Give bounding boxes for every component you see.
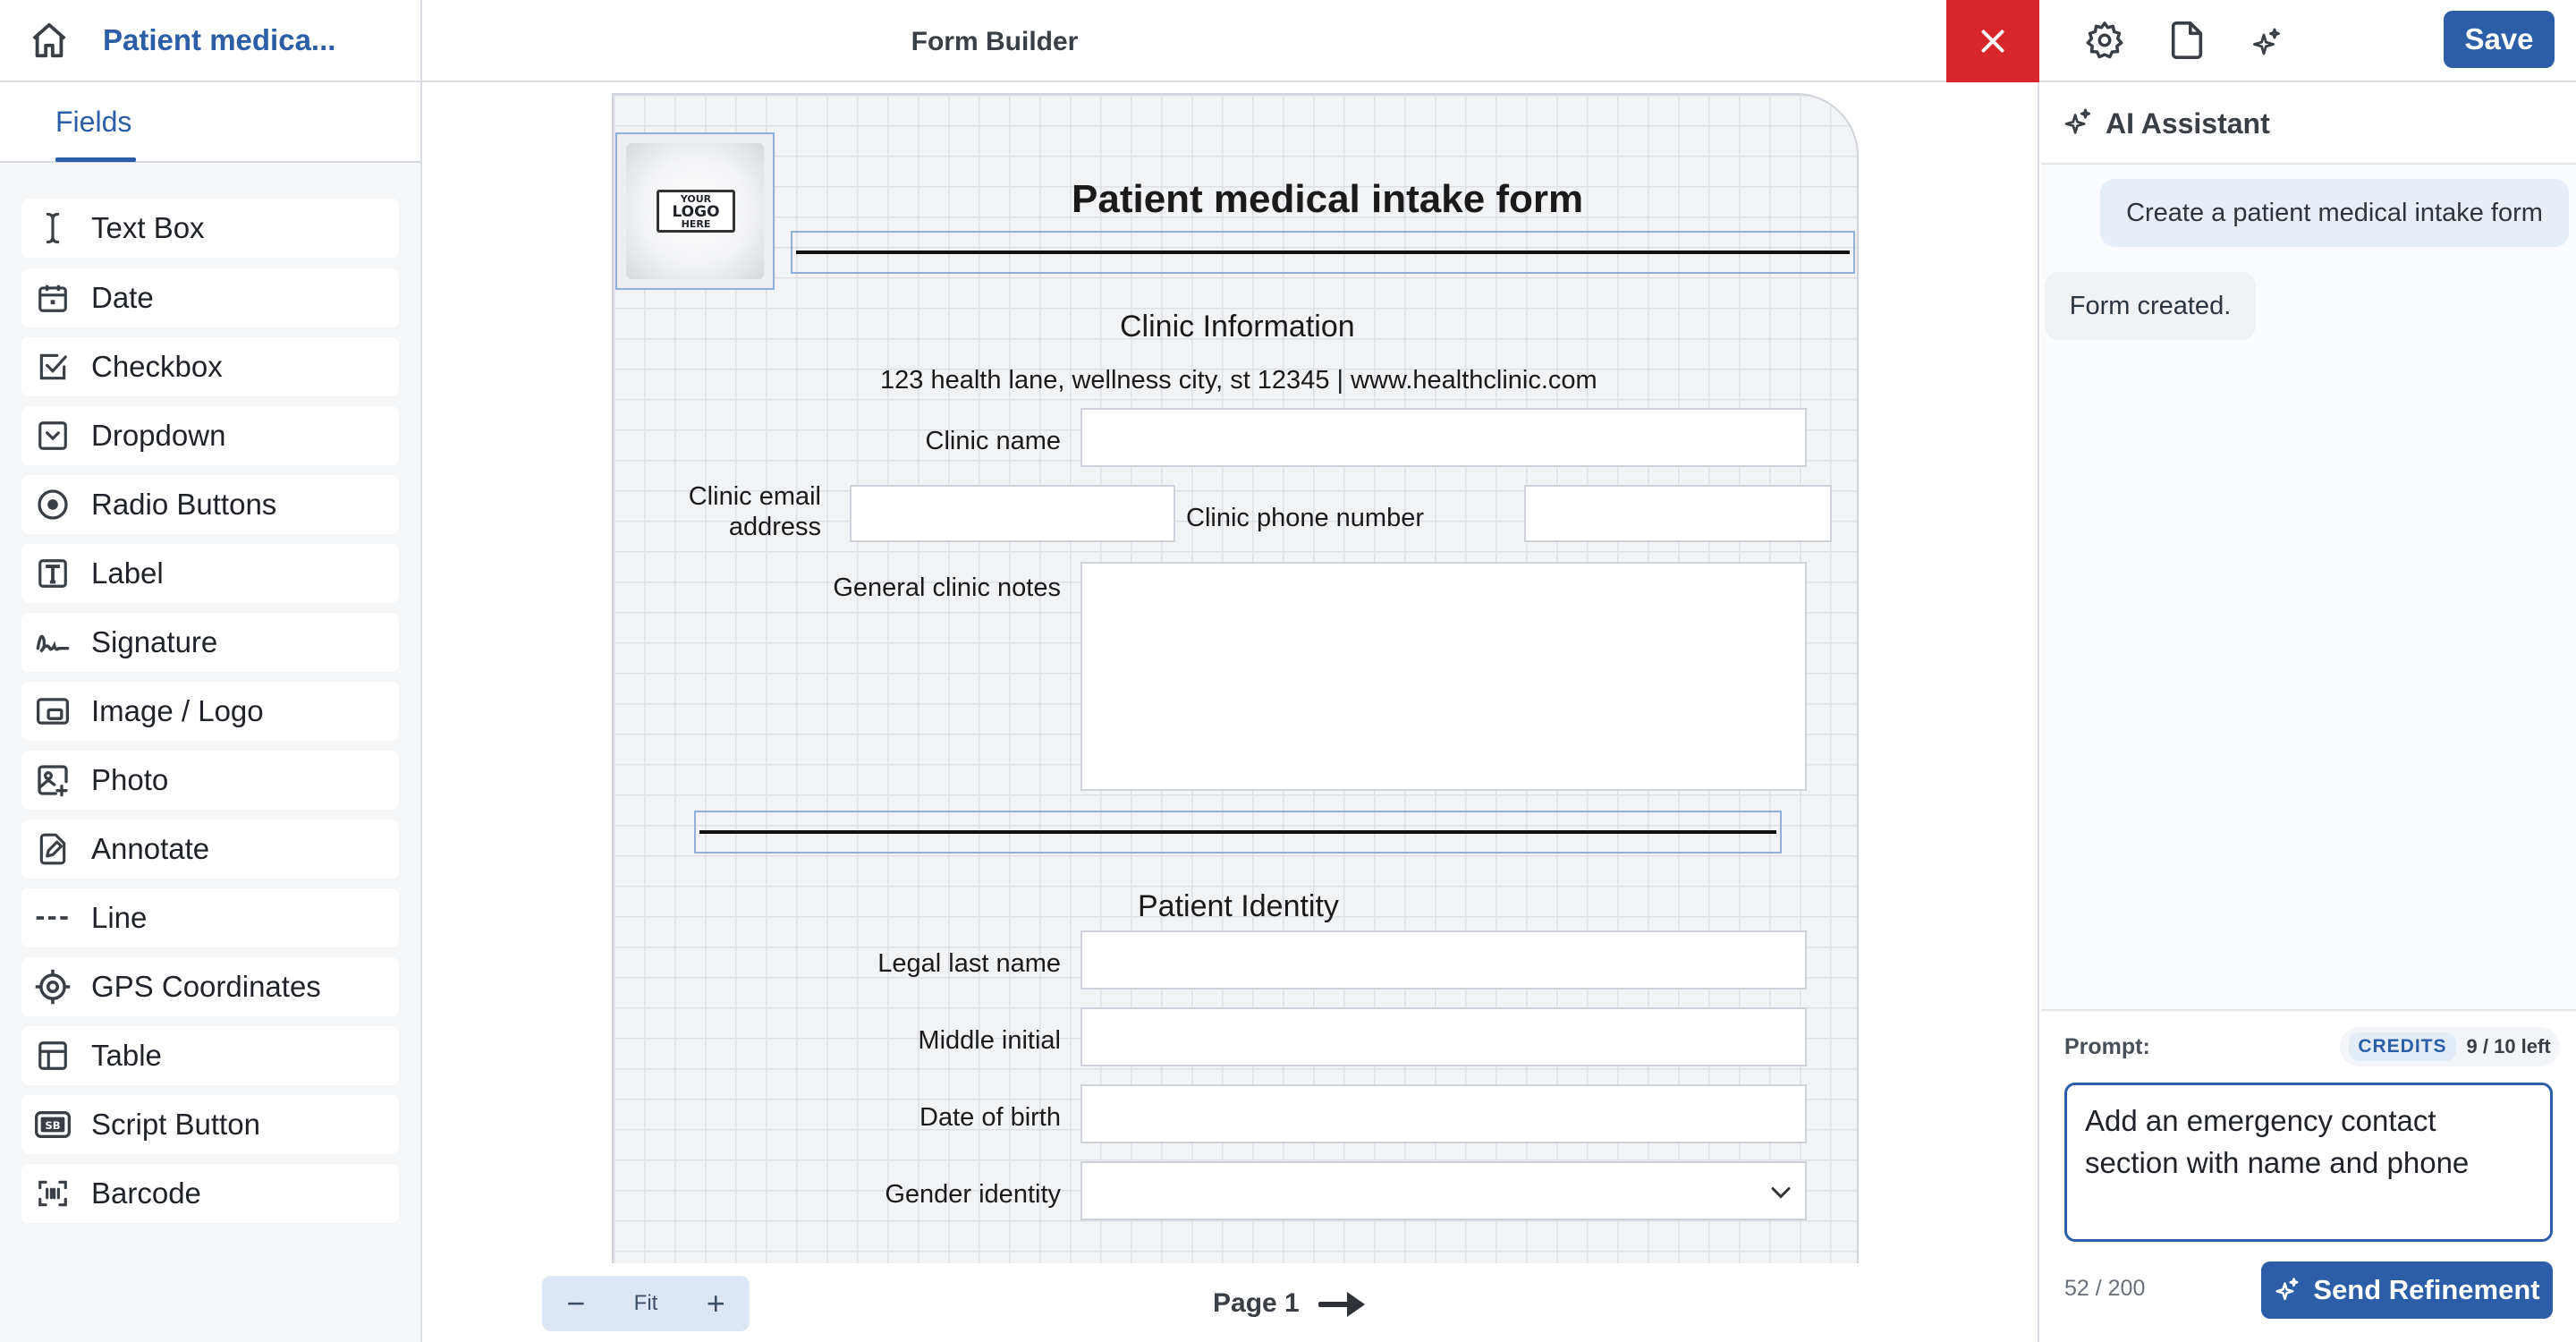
field-item-image-logo[interactable] <box>21 682 399 741</box>
chat-message-user: Create a patient medical intake form <box>2100 179 2569 247</box>
barcode-icon <box>32 1173 73 1214</box>
arrow-right-icon[interactable] <box>1317 1287 1367 1322</box>
clinic-address[interactable]: 123 health lane, wellness city, st 12345 | www.healthclinic.com <box>880 366 1597 395</box>
svg-text:SB: SB <box>45 1119 61 1132</box>
field-item-barcode[interactable] <box>21 1164 399 1223</box>
section-clinic-information[interactable]: Clinic Information <box>1120 310 1355 344</box>
field-item-label: Photo <box>91 763 169 796</box>
field-item-photo[interactable] <box>21 751 399 810</box>
char-count: 52 / 200 <box>2064 1276 2146 1301</box>
field-item-label: Date <box>91 281 154 314</box>
credits-badge <box>2340 1027 2560 1066</box>
field-item-date[interactable] <box>21 268 399 327</box>
prompt-composer <box>2041 1009 2576 1342</box>
calendar-icon <box>32 277 73 319</box>
ai-assistant-title: AI Assistant <box>2106 107 2270 140</box>
gps-icon <box>32 966 73 1007</box>
gender-select[interactable] <box>1080 1161 1807 1220</box>
zoom-fit-button[interactable]: Fit <box>633 1291 658 1315</box>
sparkles-icon[interactable] <box>2250 27 2283 59</box>
field-item-label: Text Box <box>91 211 205 244</box>
logo-placeholder[interactable] <box>615 132 775 290</box>
field-item-dropdown[interactable] <box>21 406 399 465</box>
signature-icon <box>32 622 73 663</box>
canvas-footer <box>422 1263 2039 1342</box>
ai-assistant-header <box>2041 82 2576 165</box>
field-item-radio-buttons[interactable] <box>21 475 399 534</box>
script-icon <box>32 1104 73 1145</box>
divider-line <box>699 830 1776 834</box>
form-title[interactable]: Patient medical intake form <box>1072 177 1584 221</box>
send-refinement-button[interactable] <box>2261 1261 2553 1319</box>
field-item-checkbox[interactable] <box>21 337 399 396</box>
credits-count: 9 / 10 left <box>2466 1035 2551 1057</box>
prompt-input[interactable] <box>2064 1083 2553 1242</box>
close-icon <box>1979 28 2006 55</box>
chevron-down-icon <box>1767 1179 1794 1206</box>
line-icon <box>32 897 73 939</box>
clinic-notes-field[interactable] <box>1080 562 1807 791</box>
clinic-phone-field[interactable] <box>1524 485 1832 542</box>
field-item-text-box[interactable] <box>21 199 399 258</box>
radio-icon <box>32 484 73 525</box>
sparkles-icon <box>2274 1277 2301 1304</box>
gender-label: Gender identity <box>885 1180 1061 1209</box>
clinic-notes-label: General clinic notes <box>833 573 1061 602</box>
checkbox-icon <box>32 346 73 387</box>
form-page <box>612 93 1859 1263</box>
field-item-label: Line <box>91 901 148 934</box>
image-icon <box>32 691 73 732</box>
field-item-label: Signature <box>91 625 218 658</box>
chat-message-assistant: Form created. <box>2045 272 2256 340</box>
save-button[interactable]: Save <box>2444 11 2555 68</box>
field-item-label: Checkbox <box>91 350 223 383</box>
builder-header <box>422 0 1946 82</box>
sidebar-tabs <box>0 82 420 163</box>
label-icon <box>32 553 73 594</box>
field-item-line[interactable] <box>21 888 399 947</box>
send-refinement-label: Send Refinement <box>2313 1274 2540 1305</box>
zoom-in-button[interactable]: + <box>706 1285 725 1321</box>
sidebar-header <box>0 0 420 82</box>
table-icon <box>32 1035 73 1076</box>
field-item-label: Table <box>91 1039 162 1072</box>
tab-active-indicator <box>55 157 136 162</box>
field-item-label: Radio Buttons <box>91 488 277 521</box>
last-name-label: Legal last name <box>877 949 1061 978</box>
field-item-script-button[interactable] <box>21 1095 399 1154</box>
clinic-email-label: Clinic email address <box>688 482 821 541</box>
field-item-annotate[interactable] <box>21 820 399 879</box>
zoom-controls <box>542 1276 750 1331</box>
fields-sidebar <box>0 0 422 1342</box>
credits-tag: CREDITS <box>2349 1032 2455 1061</box>
sparkles-icon <box>2063 107 2093 138</box>
gear-icon[interactable] <box>2084 20 2125 61</box>
field-item-gps-coordinates[interactable] <box>21 957 399 1016</box>
dropdown-icon <box>32 415 73 456</box>
document-icon[interactable] <box>2166 20 2207 61</box>
field-item-label: Image / Logo <box>91 694 264 727</box>
field-item-label-field[interactable] <box>21 544 399 603</box>
page-title: Form Builder <box>911 27 1079 56</box>
close-button[interactable] <box>1946 0 2039 82</box>
dob-field[interactable] <box>1080 1084 1807 1143</box>
field-item-label: Label <box>91 556 164 590</box>
page-indicator: Page 1 <box>1213 1288 1300 1318</box>
middle-initial-field[interactable] <box>1080 1007 1807 1066</box>
field-item-signature[interactable] <box>21 613 399 672</box>
field-item-label: GPS Coordinates <box>91 970 321 1003</box>
form-canvas <box>422 82 2039 1263</box>
divider-line <box>796 251 1850 254</box>
middle-initial-label: Middle initial <box>918 1026 1061 1055</box>
tab-fields[interactable]: Fields <box>55 106 132 138</box>
annotate-icon <box>32 828 73 870</box>
clinic-email-field[interactable] <box>850 485 1175 542</box>
field-item-table[interactable] <box>21 1026 399 1085</box>
clinic-name-field[interactable] <box>1080 408 1807 467</box>
zoom-out-button[interactable]: − <box>566 1285 586 1321</box>
dob-label: Date of birth <box>919 1103 1061 1132</box>
field-item-label: Dropdown <box>91 419 226 452</box>
field-item-label: Script Button <box>91 1108 260 1141</box>
prompt-label: Prompt: <box>2064 1034 2150 1059</box>
photo-icon <box>32 760 73 801</box>
form-name[interactable]: Patient medica... <box>103 23 336 56</box>
ai-assistant-panel <box>2041 82 2576 1342</box>
logo-mark: YOUR LOGO HERE <box>657 190 735 233</box>
last-name-field[interactable] <box>1080 930 1807 990</box>
clinic-name-label: Clinic name <box>925 427 1061 455</box>
clinic-phone-label: Clinic phone number <box>1186 504 1424 532</box>
home-icon[interactable] <box>29 20 70 61</box>
field-item-label: Annotate <box>91 832 210 865</box>
section-patient-identity[interactable]: Patient Identity <box>1138 889 1339 923</box>
text-cursor-icon <box>32 208 73 249</box>
field-item-label: Barcode <box>91 1176 201 1210</box>
